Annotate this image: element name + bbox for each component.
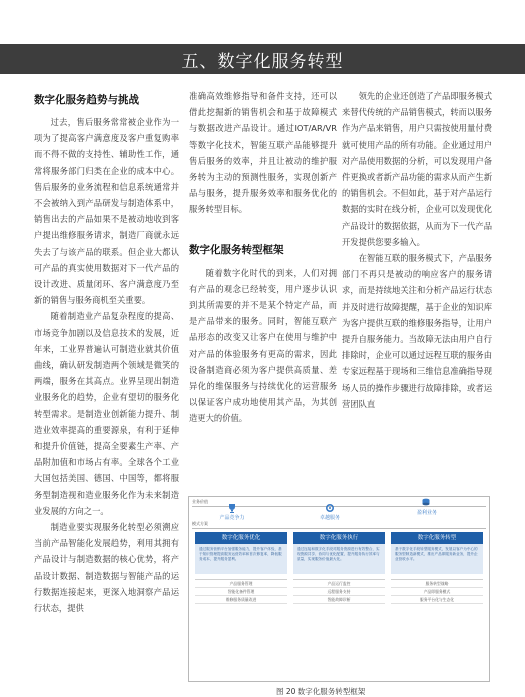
- paragraph: 在智能互联的服务模式下，产品服务部门不再只是被动的响应客户的服务请求，而是持续地关注和分析产品运行状态并及时进行故障提醒，基于企业的知识库为客户提供互联的维修服务指导，让用户提升自服务能力。当故障无法由用户自行排除时，企业可以通过远程互联的服务由专家远程基于现场和三维信息准确指导现场人员的操作步骤进行故障排除，或者运营团队直: [342, 253, 492, 409]
- column-right: [342, 88, 492, 412]
- framework-column-desc: 通过服务营销平台加强服务能力，提升客户体验，基于知识管理提高服务运营效率和首次修复率，降低服务成本，提升服务盈利。: [195, 544, 287, 574]
- goal-label: 产品竞争力: [219, 515, 245, 521]
- framework-item: 远程服务支持: [293, 588, 385, 596]
- framework-column-title: 数字化服务优化: [195, 532, 287, 544]
- framework-column-title: 数字化服务转型: [391, 532, 483, 544]
- framework-item: 维修服务质量改进: [195, 596, 287, 604]
- paragraph: 制造业要实现服务化转型必须溯应当前产品智能化发展趋势，利用其拥有产品设计与制造数据的核心优势，将产品设计数据、制造数据与智能产品的运行数据连接起来，更深入地洞察产品运行状态，提供: [34, 522, 179, 614]
- goal-label: 卓越服务: [319, 515, 340, 521]
- framework-item: 智能故障诊断: [293, 596, 385, 604]
- column-middle: [189, 88, 337, 427]
- framework-column: [293, 532, 385, 604]
- framework-column-desc: 基于数字化手段转型服务模式，发展以客户为中心的服务型制造新模式，推出产品即服务新业务，提升企业营收水平。: [391, 544, 483, 574]
- figure-label-mode: 模式方案: [192, 521, 208, 526]
- section-title: 五、数字化服务转型: [181, 52, 344, 72]
- framework-item: 服务平台化与生态化: [391, 596, 483, 604]
- section-title-bar: [0, 44, 525, 74]
- framework-item-list: [293, 579, 385, 604]
- coin-stack-icon: [421, 497, 431, 507]
- goal-label: 盈利业务: [416, 510, 437, 516]
- framework-item-list: [391, 579, 483, 604]
- framework-column: [391, 532, 483, 604]
- framework-item-list: [195, 579, 287, 604]
- gear-icon: [325, 503, 335, 513]
- divider: [192, 528, 486, 529]
- framework-column-desc: 通过连接和数字化手段对服务资源进行有效整合，实现资源共享、协同与优化配置，提升服务执行效率与质量，实现服务价值最大化。: [293, 544, 385, 574]
- paragraph: 随着数字化时代的到来，人们对拥有产品的观念已经转变，用户逐步认识到其所需要的并不是某个特定产品，而是产品带来的服务。同时，智能互联产品形态的改变又让客户在使用与维护中对产品的体验服务有更高的需求，因此设备制造商必须为客户提供高质量、差异化的维保服务与持续优化的运营服务以保证客户成功地使用其产品，为其创造更大的价值。: [189, 267, 337, 424]
- framework-item: 产品即服务模式: [391, 588, 483, 596]
- paragraph: 准确高效维修指导和备件支持，还可以借此挖掘新的销售机会和基于故障模式与数据改进产品设计。通过IOT/AR/VR等数字化技术，智能互联产品能够提升售后服务的效率，并且让被动的维护服务转为主动的预测性服务，实现创新产品与服务，提升服务效率和服务优化的服务转型目标。: [189, 91, 337, 215]
- figure-label-value: 业务价值: [192, 499, 208, 504]
- paragraph: 领先的企业还创造了产品即服务模式来替代传统的产品销售模式，转而以服务作为产品来销售，用户只需按使用量付费就可使用产品的所有功能。企业通过用户对产品使用数据的分析，可以发现用户备件更换或者新产品功能的需求从而产生新的销售机会。不但如此，基于对产品运行数据的实时在线分析，企业可以发现优化产品设计的数据依据，从而为下一代产品开发提供您要多输入。: [342, 91, 492, 247]
- framework-column-title: 数字化服务执行: [293, 532, 385, 544]
- framework-item: 服务转型战略: [391, 580, 483, 588]
- paragraph: 过去，售后服务常常被企业作为一项为了提高客户满意度及客户重复购率而不得不做的支持性、辅助性工作，通常将服务部门归类在企业的成本中心。售后服务的业务流程和信息系统通常并不会被纳入到产品研发与制造体系中，销售出去的产品如果不是被动地收到客户提出维修服务请求，制造厂商就永远失去了与该产品的联系。但企业大都认可产品的真实使用数据对下一代产品的设计改进、质量闭环、客户满意度乃至新的销售与服务商机至关重要。: [34, 117, 179, 306]
- framework-item: 产品运行监控: [293, 580, 385, 588]
- framework-item: 智能化备件管理: [195, 588, 287, 596]
- column-left: [34, 92, 179, 616]
- heading-framework: 数字化服务转型框架: [189, 243, 284, 256]
- heading-trends: 数字化服务趋势与挑战: [34, 94, 139, 106]
- framework-column: [195, 532, 287, 604]
- figure-caption: 图 20 数字化服务转型框架: [276, 687, 366, 696]
- paragraph: 随着制造业产品复杂程度的提高、市场竞争加剧以及信息技术的发展，近年来，工业界普遍认可制造业就其价值曲线，确认研发制造两个领域是微笑的两端，服务在其高点。业界呈现出制造业服务化的趋势，企业有望切的服务化转型需求。是制造业创新能力提升、制造业效率提高的重要源泉，有利于延伸和提升价值链，提高全要素生产率、产品附加值和市场占有率。全球各个工业大国包括美国、德国、中国等，都将服务型制造视和造业服务化作为未来制造业发展的方向之一。: [34, 311, 179, 516]
- framework-item: 产品服务管理: [195, 580, 287, 588]
- trophy-icon: [227, 503, 237, 513]
